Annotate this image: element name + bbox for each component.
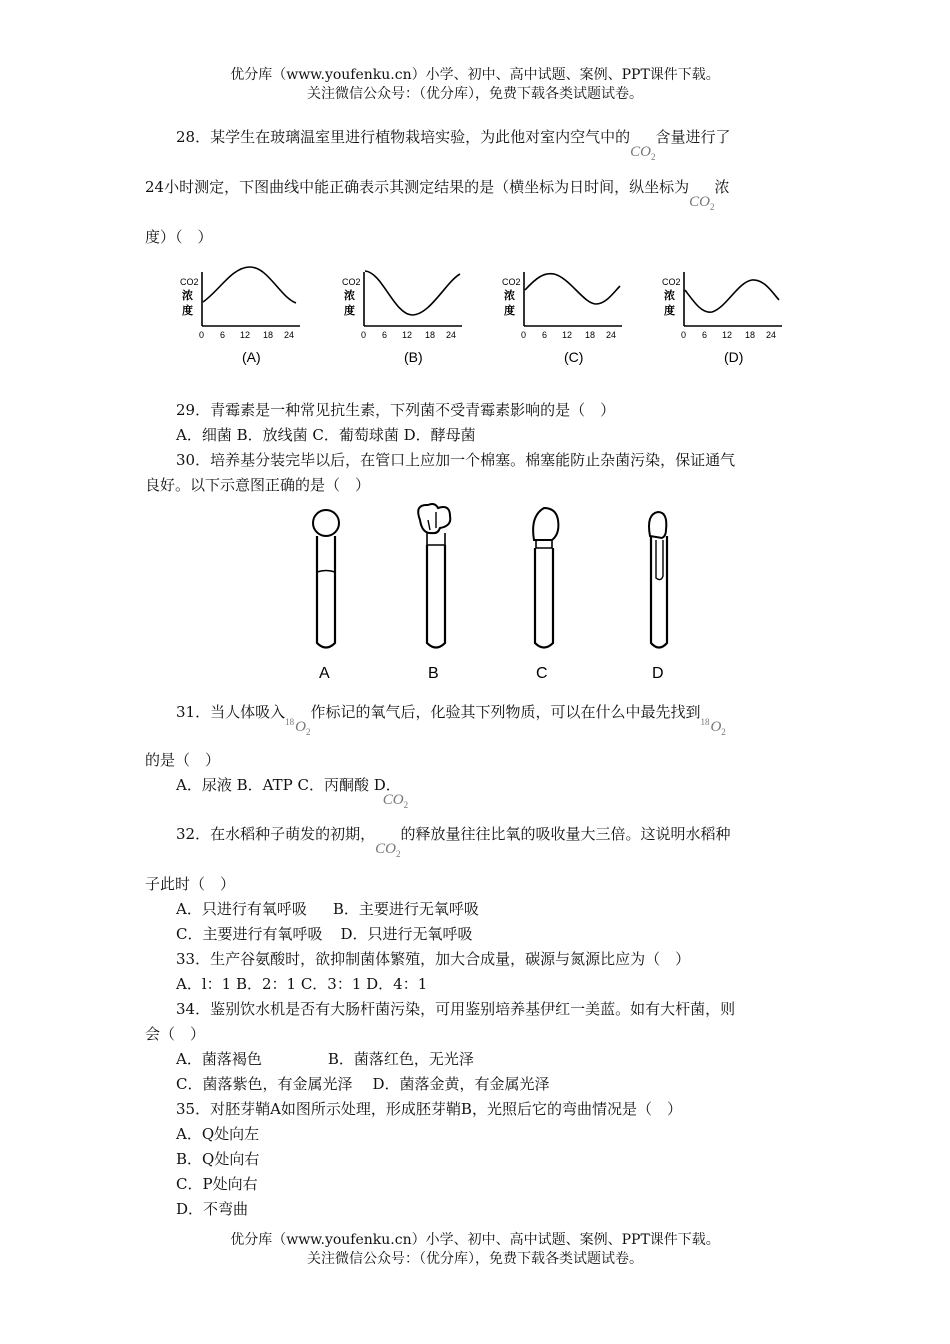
q30-test-tubes <box>290 500 710 690</box>
tick: 24 <box>606 330 617 340</box>
tick: 24 <box>284 330 295 340</box>
graph-b <box>342 271 462 365</box>
tick: 0 <box>681 330 687 340</box>
tube-label-b: B <box>428 665 439 682</box>
tube-d <box>649 512 667 682</box>
tube-label-a: A <box>319 665 330 682</box>
q31-line-1: 31．当人体吸入$^{18}O_2$作标记的氧气后，化验其下列物质，可以在什么中最先找到$^{18}O_2$ <box>176 702 726 728</box>
y-label-co2: CO2 <box>342 277 361 287</box>
tick: 6 <box>382 330 388 340</box>
co2-formula: $CO_2$ <box>382 792 409 810</box>
tick: 12 <box>722 330 733 340</box>
q33-stem: 33．生产谷氨酸时，欲抑制菌体繁殖，加大合成量，碳源与氮源比应为（ ） <box>176 950 691 968</box>
tick: 18 <box>263 330 274 340</box>
y-label-nong: 浓 <box>504 290 515 302</box>
co2-formula: $CO_2$ <box>375 841 401 859</box>
tick: 24 <box>446 330 457 340</box>
tick: 0 <box>361 330 367 340</box>
q32-options-1: A．只进行有氧呼吸 B．主要进行无氧呼吸 <box>176 900 479 918</box>
y-label-du: 度 <box>182 305 193 317</box>
o2-18-formula: $^{18}O_2$ <box>285 717 311 737</box>
tube-a <box>313 510 339 682</box>
q32-line-2: 子此时（ ） <box>145 875 236 893</box>
q35-option-c: C．P处向右 <box>176 1175 258 1193</box>
q28-line-3: 度）（ ） <box>145 228 213 246</box>
graph-label-d: (D) <box>724 349 744 365</box>
q34-stem-1: 34．鉴别饮水机是否有大肠杆菌污染，可用鉴别培养基伊红一美蓝。如有大杆菌，则 <box>176 1000 736 1018</box>
tick: 18 <box>585 330 596 340</box>
tube-label-d: D <box>652 665 664 682</box>
q29-options: A．细菌 B．放线菌 C．葡萄球菌 D．酵母菌 <box>176 426 476 444</box>
q34-options-1: A．菌落褐色 B．菌落红色，无光泽 <box>176 1050 474 1068</box>
q34-options-2: C．菌落紫色，有金属光泽 D．菌落金黄，有金属光泽 <box>176 1075 550 1093</box>
tick: 0 <box>521 330 527 340</box>
tube-label-c: C <box>536 665 548 682</box>
tube-c <box>533 508 558 682</box>
tick: 12 <box>240 330 251 340</box>
tick: 0 <box>199 330 205 340</box>
co2-formula: $CO_2$ <box>689 194 715 212</box>
y-label-du: 度 <box>344 305 355 317</box>
q33-options: A．l：1 B．2：1 C．3：1 D．4：1 <box>176 975 428 993</box>
q34-stem-2: 会（ ） <box>145 1025 206 1043</box>
tick: 6 <box>702 330 708 340</box>
q32-line-1: 32．在水稻种子萌发的初期，$CO_2$的释放量往往比氧的吸收量大三倍。这说明水稻种 <box>176 824 730 850</box>
tick: 12 <box>402 330 413 340</box>
y-label-co2: CO2 <box>662 277 681 287</box>
tube-b <box>418 504 450 682</box>
y-label-nong: 浓 <box>344 290 355 302</box>
tick: 12 <box>562 330 573 340</box>
o2-18-formula: $^{18}O_2$ <box>700 717 726 737</box>
tick: 6 <box>542 330 548 340</box>
q30-stem-2: 良好。以下示意图正确的是（ ） <box>145 476 371 494</box>
tick: 18 <box>425 330 436 340</box>
graph-label-a: (A) <box>242 349 261 365</box>
graph-a <box>180 267 300 365</box>
graph-label-c: (C) <box>564 349 584 365</box>
graph-label-b: (B) <box>404 349 423 365</box>
y-label-nong: 浓 <box>182 290 193 302</box>
tick: 18 <box>745 330 756 340</box>
y-label-du: 度 <box>504 305 515 317</box>
q28-line-2: 24小时测定，下图曲线中能正确表示其测定结果的是（横坐标为日时间，纵坐标为$CO_2$浓 <box>145 177 729 203</box>
tick: 6 <box>220 330 226 340</box>
y-label-co2: CO2 <box>502 277 521 287</box>
q30-stem-1: 30．培养基分装完毕以后，在管口上应加一个棉塞。棉塞能防止杂菌污染，保证通气 <box>176 451 736 469</box>
q35-option-b: B．Q处向右 <box>176 1150 260 1168</box>
y-label-nong: 浓 <box>664 290 675 302</box>
q32-options-2: C．主要进行有氧呼吸 D．只进行无氧呼吸 <box>176 925 473 943</box>
y-label-du: 度 <box>664 305 675 317</box>
q35-stem: 35．对胚芽鞘A如图所示处理，形成胚芽鞘B，光照后它的弯曲情况是（ ） <box>176 1100 682 1118</box>
q35-option-a: A．Q处向左 <box>176 1125 260 1143</box>
co2-formula: $CO_2$ <box>630 144 656 162</box>
q28-line-1: 28．某学生在玻璃温室里进行植物栽培实验，为此他对室内空气中的$CO_2$含量进行了 <box>176 127 730 153</box>
q29-stem: 29．青霉素是一种常见抗生素，下列菌不受青霉素影响的是（ ） <box>176 401 616 419</box>
q31-line-2: 的是（ ） <box>145 751 221 769</box>
header-line-2: 关注微信公众号：（优分库），免费下载各类试题试卷。 <box>307 86 643 102</box>
graph-c <box>502 272 622 365</box>
graph-d <box>662 272 782 365</box>
footer-line-1: 优分库（www.youfenku.cn）小学、初中、高中试题、案例、PPT课件下载。 <box>230 1232 720 1248</box>
y-label-co2: CO2 <box>180 277 199 287</box>
footer-line-2: 关注微信公众号：（优分库），免费下载各类试题试卷。 <box>307 1251 643 1267</box>
q31-options: A．尿液 B．ATP C．丙酮酸 D．$CO_2$ <box>176 775 426 801</box>
header-line-1: 优分库（www.youfenku.cn）小学、初中、高中试题、案例、PPT课件下载。 <box>230 67 720 83</box>
q35-option-d: D．不弯曲 <box>176 1200 249 1218</box>
q28-graphs <box>170 262 810 372</box>
tick: 24 <box>766 330 777 340</box>
